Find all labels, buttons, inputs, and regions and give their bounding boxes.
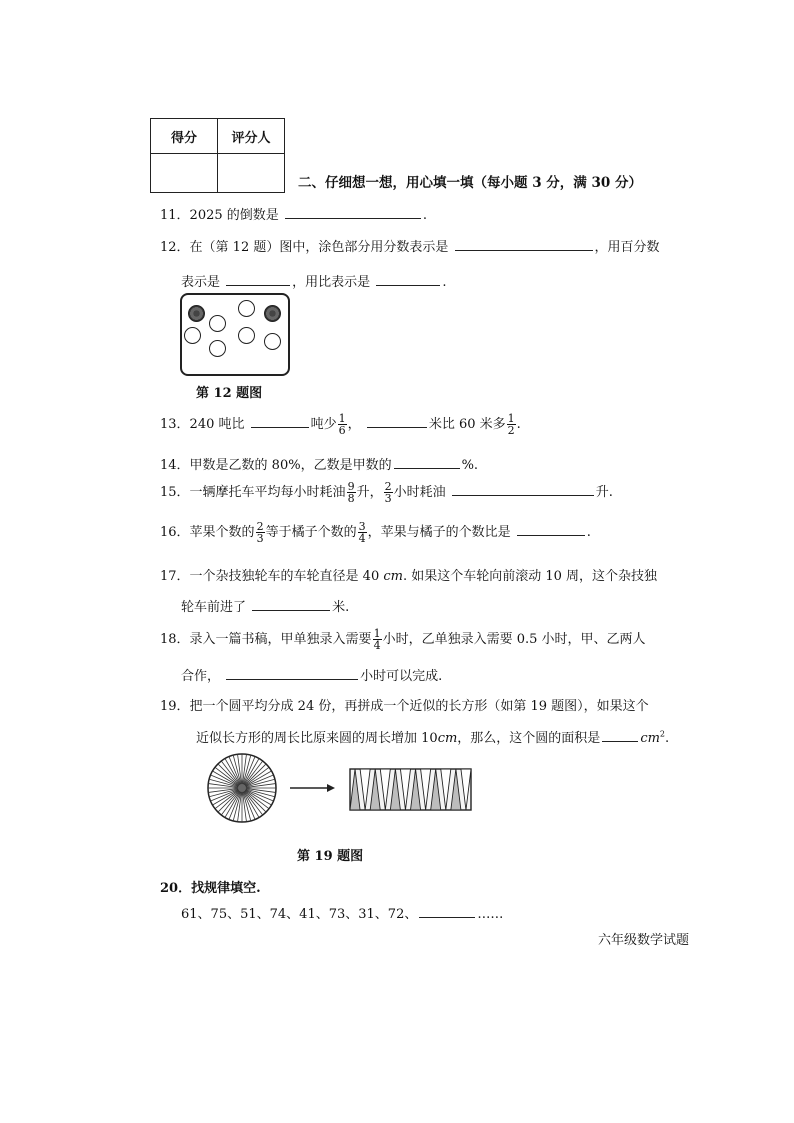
q16-number: 16． bbox=[160, 525, 190, 540]
q18-line1b: 小时，乙单独录入需要 0.5 小时，甲、乙两人 bbox=[382, 632, 646, 647]
q16-fraction-1 bbox=[256, 521, 265, 544]
q20-title: 找规律填空. bbox=[191, 881, 261, 896]
footer-title: 六年级数学试题 bbox=[598, 933, 690, 948]
question-18-line2 bbox=[181, 665, 442, 684]
circle-icon bbox=[209, 315, 226, 332]
question-17-line1 bbox=[160, 565, 657, 584]
q12-line2b: ，用比表示是 bbox=[292, 275, 371, 290]
q19-sup: 2 bbox=[659, 729, 666, 739]
q17-line1b: . 如果这个车轮向前滚动 10 周，这个杂技独 bbox=[402, 569, 658, 584]
section-heading: 二、仔细想一想，用心填一填（每小题 3 分，满 30 分） bbox=[298, 175, 642, 191]
q13-end: . bbox=[516, 417, 521, 432]
circle-icon bbox=[184, 327, 201, 344]
q16-fraction-2 bbox=[358, 521, 367, 544]
circle-icon bbox=[264, 333, 281, 350]
q13-number: 13． bbox=[160, 417, 190, 432]
q18-fraction bbox=[373, 628, 382, 651]
q18-line1a: 录入一篇书稿，甲单独录入需要 bbox=[189, 632, 372, 647]
q11-number: 11． bbox=[160, 208, 190, 223]
q12-line2a: 表示是 bbox=[181, 275, 221, 290]
q19-line2a: 近似长方形的周长比原来圆的周长增加 10 bbox=[196, 731, 438, 746]
q16-blank[interactable] bbox=[517, 521, 585, 536]
question-19-line2 bbox=[196, 727, 669, 746]
question-19-line1 bbox=[160, 695, 649, 714]
q20-number: 20． bbox=[160, 881, 192, 896]
q13-fraction-2 bbox=[507, 413, 516, 436]
q17-line2a: 轮车前进了 bbox=[181, 600, 247, 615]
q15-blank[interactable] bbox=[452, 481, 594, 496]
q15-frac2-den: 3 bbox=[384, 492, 392, 505]
q13-blank-1[interactable] bbox=[251, 413, 309, 428]
q19-figure bbox=[205, 751, 485, 829]
q18-frac-num: 1 bbox=[373, 627, 381, 640]
q12-line2-end: . bbox=[442, 275, 447, 290]
q18-blank[interactable] bbox=[226, 665, 358, 680]
q20-blank[interactable] bbox=[419, 903, 475, 918]
approx-rectangle bbox=[350, 769, 471, 810]
q16-frac2-num: 3 bbox=[358, 520, 366, 533]
q14-blank[interactable] bbox=[394, 454, 460, 469]
q12-fraction-blank[interactable] bbox=[455, 236, 593, 251]
q12-line1: 在（第 12 题）图中，涂色部分用分数表示是 bbox=[189, 240, 449, 255]
q20-end: …… bbox=[477, 907, 504, 922]
q19-line2-end: . bbox=[665, 731, 670, 746]
q13-b: 吨少 bbox=[310, 417, 337, 432]
q16-frac1-num: 2 bbox=[256, 520, 264, 533]
right-arrow-icon bbox=[290, 784, 335, 792]
q19-blank[interactable] bbox=[602, 727, 638, 742]
q15-b: 升， bbox=[356, 485, 383, 500]
filled-circle-icon bbox=[264, 305, 281, 322]
q19-caption: 第 19 题图 bbox=[297, 849, 364, 864]
question-11 bbox=[160, 204, 427, 223]
question-12-line2 bbox=[181, 271, 446, 290]
q19-number: 19． bbox=[160, 699, 190, 714]
q13-fraction-1 bbox=[338, 413, 347, 436]
q14-text: 甲数是乙数的 80%，乙数是甲数的 bbox=[189, 458, 392, 473]
grader-header: 评分人 bbox=[218, 119, 285, 154]
question-15 bbox=[160, 481, 613, 504]
question-16 bbox=[160, 521, 591, 544]
question-20-title bbox=[160, 877, 261, 896]
q19-unit: cm bbox=[437, 731, 458, 746]
question-12-line1 bbox=[160, 236, 660, 255]
q15-a: 一辆摩托车平均每小时耗油 bbox=[189, 485, 346, 500]
q17-line1a: 一个杂技独轮车的车轮直径是 40 bbox=[189, 569, 384, 584]
sectored-circle bbox=[208, 754, 276, 822]
score-cell[interactable] bbox=[151, 154, 218, 193]
circle-icon bbox=[238, 300, 255, 317]
score-table bbox=[150, 118, 285, 193]
q15-number: 15． bbox=[160, 485, 190, 500]
q13-frac2-den: 2 bbox=[507, 424, 515, 437]
score-header: 得分 bbox=[151, 119, 218, 154]
q13-frac1-den: 6 bbox=[338, 424, 346, 437]
q16-frac1-den: 3 bbox=[256, 532, 264, 545]
q13-a: 240 吨比 bbox=[189, 417, 245, 432]
q15-fraction-1 bbox=[347, 481, 356, 504]
q15-frac1-den: 8 bbox=[347, 492, 355, 505]
q15-c: 小时耗油 bbox=[393, 485, 446, 500]
q13-frac2-num: 1 bbox=[507, 412, 515, 425]
q19-line1: 把一个圆平均分成 24 份，再拼成一个近似的长方形（如第 19 题图），如果这个 bbox=[189, 699, 649, 714]
question-20-sequence bbox=[181, 903, 503, 922]
q12-ratio-blank[interactable] bbox=[376, 271, 440, 286]
q15-frac2-num: 2 bbox=[384, 480, 392, 493]
q17-number: 17． bbox=[160, 569, 190, 584]
q15-frac1-num: 9 bbox=[347, 480, 355, 493]
question-18-line1 bbox=[160, 628, 646, 651]
q11-answer-blank[interactable] bbox=[285, 204, 421, 219]
question-14 bbox=[160, 454, 478, 473]
question-17-line2 bbox=[181, 596, 349, 615]
q13-blank-2[interactable] bbox=[367, 413, 427, 428]
q14-number: 14． bbox=[160, 458, 190, 473]
circle-icon bbox=[209, 340, 226, 357]
q19-line2b: ，那么，这个圆的面积是 bbox=[457, 731, 601, 746]
q15-end: 升. bbox=[595, 485, 613, 500]
q16-a: 苹果个数的 bbox=[189, 525, 255, 540]
q17-blank[interactable] bbox=[252, 596, 330, 611]
q13-c: ， bbox=[347, 417, 361, 432]
q12-caption: 第 12 题图 bbox=[196, 386, 263, 401]
q17-unit: cm bbox=[383, 569, 403, 584]
circle-icon bbox=[238, 327, 255, 344]
q12-line1-end: ，用百分数 bbox=[594, 240, 660, 255]
question-13 bbox=[160, 413, 521, 436]
q18-frac-den: 4 bbox=[373, 639, 381, 652]
filled-circle-icon bbox=[188, 305, 205, 322]
q16-end: . bbox=[586, 525, 591, 540]
q18-line2-end: 小时可以完成. bbox=[360, 669, 443, 684]
q16-b: 等于橘子个数的 bbox=[265, 525, 357, 540]
q13-d: 米比 60 米多 bbox=[428, 417, 506, 432]
q17-line2-end: 米. bbox=[332, 600, 350, 615]
q13-frac1-num: 1 bbox=[338, 412, 346, 425]
q11-text: 2025 的倒数是 bbox=[189, 208, 279, 223]
q15-fraction-2 bbox=[384, 481, 393, 504]
q18-line2a: 合作， bbox=[181, 669, 221, 684]
q11-end: . bbox=[422, 208, 428, 223]
q16-frac2-den: 4 bbox=[358, 532, 366, 545]
grader-cell[interactable] bbox=[218, 154, 285, 193]
q14-end: %. bbox=[461, 458, 479, 473]
q20-sequence: 61、75、51、74、41、73、31、72、 bbox=[181, 907, 418, 922]
q18-number: 18． bbox=[160, 632, 190, 647]
q12-percent-blank[interactable] bbox=[226, 271, 290, 286]
q19-unit2: cm bbox=[640, 731, 660, 746]
q12-number: 12． bbox=[160, 240, 190, 255]
q16-c: ，苹果与橘子的个数比是 bbox=[367, 525, 511, 540]
q12-figure bbox=[180, 293, 290, 376]
